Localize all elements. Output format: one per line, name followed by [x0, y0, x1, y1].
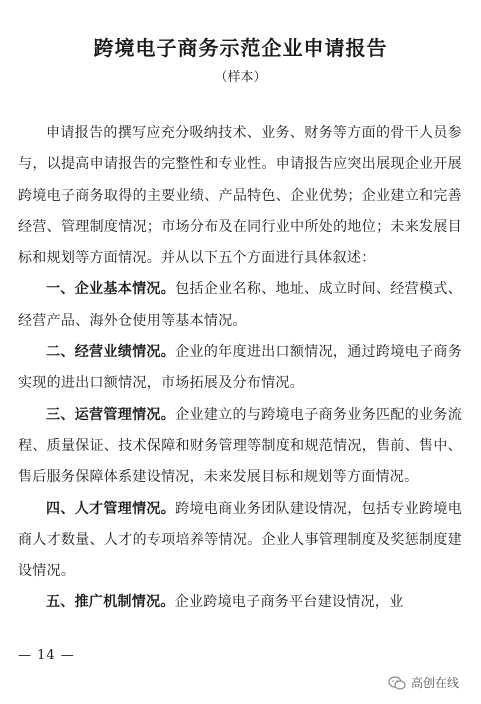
section-heading: 五、推广机制情况。: [46, 594, 175, 611]
document-body: [18, 118, 462, 619]
section-heading: 一、企业基本情况。: [46, 281, 176, 298]
wechat-icon: [388, 676, 406, 690]
section-paragraph: [18, 337, 462, 400]
document-subtitle: （样本）: [214, 70, 267, 85]
watermark: [388, 674, 459, 691]
section-paragraph: [18, 587, 462, 618]
section-paragraph: [18, 400, 462, 494]
section-text: 企业跨境电子商务平台建设情况，业: [174, 594, 404, 611]
document-title: 跨境电子商务示范企业申请报告: [93, 36, 388, 60]
section-text: 跨境电商业务团队建设情况，包括专业跨境电商人才数量、人才的专项培养等情况。企业人事管理制度及奖惩制度建设情况。: [18, 500, 463, 580]
section-text: 包括企业名称、地址、成立时间、经营模式、经营产品、海外仓使用等基本情况。: [18, 281, 463, 329]
section-heading: 四、人才管理情况。: [46, 500, 176, 517]
intro-paragraph: 申请报告的撰写应充分吸纳技术、业务、财务等方面的骨干人员参与，以提高申请报告的完整性和专业性。申请报告应突出展现企业开展跨境电子商务取得的主要业绩、产品特色、企业优势；企业建立和完善经营、管理制度情况；市场分布及在同行业中所处的地位；未来发展目标和规划等方面情况。并从以下五个方面进行具体叙述：: [18, 125, 462, 267]
watermark-text: 高创在线: [410, 676, 459, 690]
page-number: — 14 —: [18, 648, 75, 663]
section-text: 企业建立的与跨境电子商务业务匹配的业务流程、质量保证、技术保障和财务管理等制度和规范情况，售前、售中、售后服务保障体系建设情况，未来发展目标和规划等方面情况。: [18, 406, 463, 486]
section-paragraph: [18, 274, 462, 337]
section-text: 企业的年度进出口额情况，通过跨境电子商务实现的进出口额情况，市场拓展及分布情况。: [18, 344, 463, 392]
section-paragraph: [18, 494, 462, 588]
section-heading: 二、经营业绩情况。: [46, 344, 176, 361]
section-heading: 三、运营管理情况。: [46, 406, 176, 423]
